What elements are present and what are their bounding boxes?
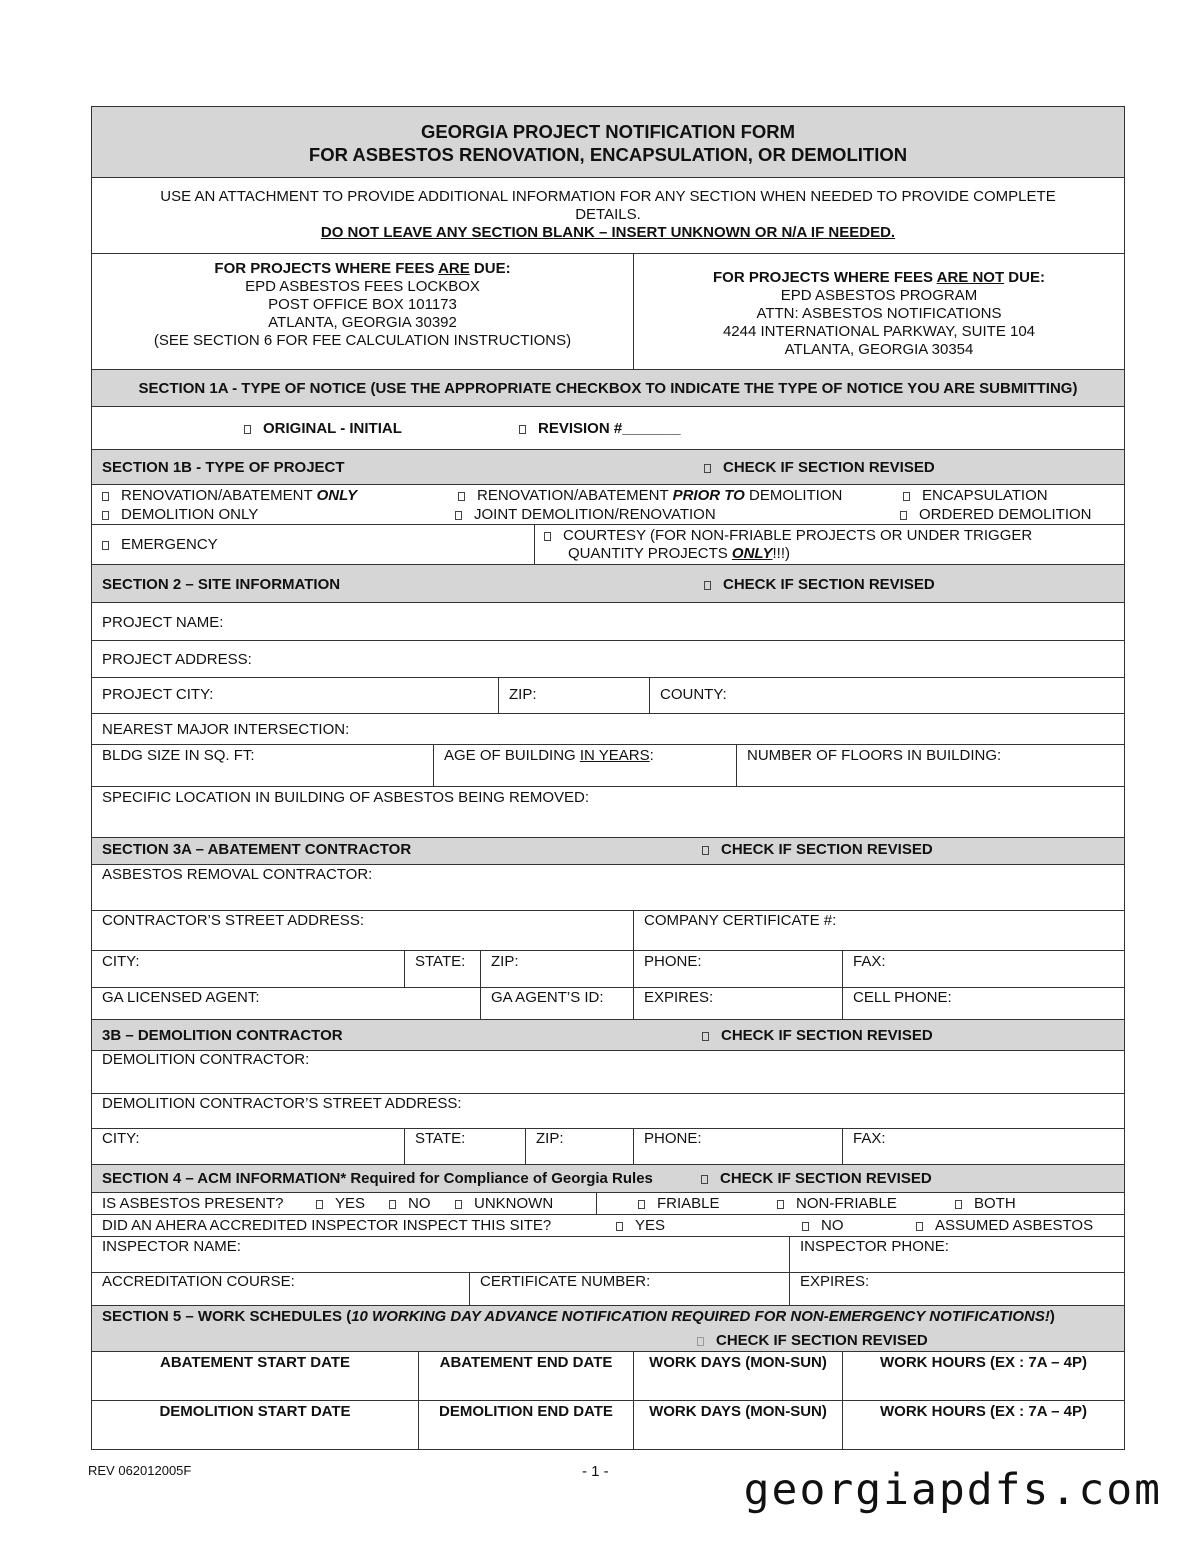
option-label-emph: PRIOR TO (672, 487, 745, 504)
section-1a-header: SECTION 1A - TYPE OF NOTICE (USE THE APPROPRIATE CHECKBOX TO INDICATE THE TYPE OF NOTICE YOU ARE SUBMITTING) (91, 369, 1125, 407)
fees-due-line: EPD ASBESTOS FEES LOCKBOX (245, 278, 480, 295)
field-label: STATE: (415, 1130, 466, 1147)
emergency-option[interactable] (102, 536, 218, 554)
section-2-title: SECTION 2 – SITE INFORMATION (102, 576, 341, 593)
present-no-option[interactable] (389, 1195, 431, 1213)
option-label: NO (408, 1195, 431, 1212)
option-label: !!!) (772, 545, 790, 562)
divider (596, 1193, 597, 1215)
checkbox[interactable] (519, 425, 526, 434)
option-label: YES (335, 1195, 366, 1212)
option-label-emph: ONLY (316, 487, 358, 504)
friable-option[interactable] (638, 1195, 720, 1213)
option-label: ORDERED DEMOLITION (919, 506, 1092, 523)
project-zip-field[interactable] (498, 677, 650, 714)
field-label: NUMBER OF FLOORS IN BUILDING: (747, 747, 1002, 764)
option-label: EMERGENCY (121, 536, 218, 553)
joint-option[interactable] (455, 506, 716, 524)
checkbox[interactable] (616, 1222, 623, 1231)
ordered-demo-option[interactable] (900, 506, 1092, 524)
section-2-header (91, 564, 1125, 603)
option-label: QUANTITY PROJECTS (568, 545, 732, 562)
field-label: CERTIFICATE NUMBER: (480, 1273, 651, 1290)
inspector-expires-field[interactable] (789, 1272, 1125, 1306)
field-label: COMPANY CERTIFICATE #: (644, 912, 837, 929)
checkbox[interactable] (544, 532, 551, 541)
section-1b-title: SECTION 1B - TYPE OF PROJECT (102, 459, 345, 476)
original-initial-label: ORIGINAL - INITIAL (263, 420, 402, 437)
option-label: YES (635, 1217, 666, 1234)
field-label: EXPIRES: (644, 989, 714, 1006)
ahera-no-option[interactable] (802, 1217, 844, 1235)
field-label: PHONE: (644, 1130, 702, 1147)
field-label: BLDG SIZE IN SQ. FT: (102, 747, 255, 764)
revised-check-4[interactable] (701, 1170, 932, 1188)
non-friable-option[interactable] (777, 1195, 897, 1213)
checkbox[interactable] (701, 1175, 708, 1184)
section-1b-header (91, 449, 1125, 485)
checkbox[interactable] (900, 511, 907, 520)
demolition-zip-field[interactable] (525, 1128, 634, 1165)
fees-not-due-line: ATTN: ASBESTOS NOTIFICATIONS (756, 305, 1002, 322)
bldg-age-field[interactable] (433, 744, 737, 787)
revised-check-3a[interactable] (702, 841, 933, 859)
checkbox[interactable] (697, 1337, 704, 1346)
revised-label: CHECK IF SECTION REVISED (720, 1170, 932, 1187)
field-label: CELL PHONE: (853, 989, 952, 1006)
section-3a-header (91, 837, 1125, 865)
section-5-title: SECTION 5 – WORK SCHEDULES (10 WORKING DAY ADVANCE NOTIFICATION REQUIRED FOR NON-EMERGENCY NOTIFICATIONS!) (102, 1308, 1055, 1325)
encapsulation-option[interactable] (903, 487, 1048, 505)
field-label: CITY: (102, 1130, 140, 1147)
project-county-field[interactable] (649, 677, 1125, 714)
option-label: BOTH (974, 1195, 1016, 1212)
field-label: FAX: (853, 1130, 886, 1147)
fees-due-address (91, 253, 634, 370)
checkbox[interactable] (244, 425, 251, 434)
checkbox[interactable] (702, 1032, 709, 1041)
checkbox[interactable] (955, 1200, 962, 1209)
field-label: NEAREST MAJOR INTERSECTION: (102, 721, 350, 738)
demolition-work-hours-field[interactable] (842, 1400, 1125, 1450)
field-label: ACCREDITATION COURSE: (102, 1273, 295, 1290)
demo-only-option[interactable] (102, 506, 258, 524)
field-label: PROJECT CITY: (102, 686, 214, 703)
field-label: DEMOLITION CONTRACTOR’S STREET ADDRESS: (102, 1095, 462, 1112)
option-label: NO (821, 1217, 844, 1234)
demolition-street-field[interactable] (91, 1093, 1125, 1129)
section-4-title: SECTION 4 – ACM INFORMATION* Required for Compliance of Georgia Rules (102, 1170, 653, 1187)
contractor-state-field[interactable] (404, 950, 481, 988)
field-label: FAX: (853, 953, 886, 970)
reno-only-option[interactable] (102, 487, 357, 505)
field-label: EXPIRES: (800, 1273, 870, 1290)
checkbox[interactable] (102, 541, 109, 550)
checkbox[interactable] (903, 492, 910, 501)
ga-agent-field[interactable] (91, 987, 481, 1020)
checkbox[interactable] (458, 492, 465, 501)
ahera-yes-option[interactable] (616, 1217, 665, 1235)
fees-due-line: (SEE SECTION 6 FOR FEE CALCULATION INSTRUCTIONS) (153, 332, 572, 349)
field-label: GA AGENT’S ID: (491, 989, 604, 1006)
section-3b-header (91, 1019, 1125, 1051)
option-label: UNKNOWN (474, 1195, 554, 1212)
bldg-size-field[interactable] (91, 744, 434, 787)
checkbox[interactable] (802, 1222, 809, 1231)
revised-check-2[interactable] (704, 576, 935, 594)
revised-label: CHECK IF SECTION REVISED (723, 459, 935, 476)
field-label: WORK HOURS (EX : 7A – 4P) (880, 1354, 1087, 1371)
contractor-phone-field[interactable] (633, 950, 843, 988)
demolition-phone-field[interactable] (633, 1128, 843, 1165)
present-unknown-option[interactable] (455, 1195, 553, 1213)
field-label: WORK DAYS (MON-SUN) (649, 1354, 827, 1371)
checkbox[interactable] (389, 1200, 396, 1209)
asbestos-present-row (91, 1192, 1125, 1215)
section-4-header (91, 1164, 1125, 1193)
checkbox[interactable] (102, 492, 109, 501)
fees-not-due-line: EPD ASBESTOS PROGRAM (780, 287, 978, 304)
revision-code: REV 062012005F (88, 1463, 192, 1478)
option-label-emph: ONLY (731, 545, 773, 562)
field-label: PROJECT ADDRESS: (102, 651, 252, 668)
checkbox[interactable] (316, 1200, 323, 1209)
field-label: ASBESTOS REMOVAL CONTRACTOR: (102, 866, 373, 883)
project-address-field[interactable] (91, 640, 1125, 678)
checkbox[interactable] (102, 511, 109, 520)
form-title-line2: FOR ASBESTOS RENOVATION, ENCAPSULATION, OR DEMOLITION (308, 144, 908, 165)
divider (534, 525, 535, 565)
section-5-header (91, 1305, 1125, 1352)
checkbox[interactable] (916, 1222, 923, 1231)
field-label: INSPECTOR NAME: (102, 1238, 241, 1255)
checkbox[interactable] (702, 846, 709, 855)
form-title (91, 106, 1125, 178)
fees-not-due-line: 4244 INTERNATIONAL PARKWAY, SUITE 104 (722, 323, 1036, 340)
field-label: ABATEMENT START DATE (160, 1354, 350, 1371)
fees-not-due-line: ATLANTA, GEORGIA 30354 (784, 341, 974, 358)
section-3a-title: SECTION 3A – ABATEMENT CONTRACTOR (102, 841, 412, 858)
floors-field[interactable] (736, 744, 1125, 787)
field-label: ABATEMENT END DATE (439, 1354, 613, 1371)
field-label: STATE: (415, 953, 466, 970)
revision-option[interactable] (519, 420, 681, 438)
option-label: COURTESY (FOR NON-FRIABLE PROJECTS OR UNDER TRIGGER (563, 527, 1033, 544)
revised-check-1b[interactable] (704, 459, 935, 477)
field-label: DEMOLITION START DATE (159, 1403, 351, 1420)
fees-not-due-address (633, 253, 1125, 370)
inspector-name-field[interactable] (91, 1236, 790, 1273)
checkbox[interactable] (704, 464, 711, 473)
watermark: georgiapdfs.com (743, 1465, 1162, 1515)
intersection-field[interactable] (91, 713, 1125, 745)
contractor-fax-field[interactable] (842, 950, 1125, 988)
fees-due-heading: FOR PROJECTS WHERE FEES ARE DUE: (214, 260, 511, 277)
revised-check-3b[interactable] (702, 1027, 933, 1045)
abatement-work-days-field[interactable] (633, 1351, 843, 1401)
option-label: RENOVATION/ABATEMENT (477, 487, 673, 504)
option-label: DEMOLITION (744, 487, 843, 504)
demolition-fax-field[interactable] (842, 1128, 1125, 1165)
instructions-line2: DO NOT LEAVE ANY SECTION BLANK – INSERT UNKNOWN OR N/A IF NEEDED. (320, 224, 896, 241)
page-number: - 1 - (582, 1463, 609, 1480)
fees-due-line: ATLANTA, GEORGIA 30392 (268, 314, 457, 331)
field-label: ZIP: (536, 1130, 564, 1147)
revised-label: CHECK IF SECTION REVISED (721, 841, 933, 858)
revised-label: CHECK IF SECTION REVISED (721, 1027, 933, 1044)
option-label: ENCAPSULATION (922, 487, 1048, 504)
abatement-start-field[interactable] (91, 1351, 419, 1401)
field-label-emph: IN YEARS (579, 747, 650, 764)
field-label: ZIP: (491, 953, 519, 970)
demolition-state-field[interactable] (404, 1128, 526, 1165)
demolition-end-field[interactable] (418, 1400, 634, 1450)
ga-agent-id-field[interactable] (480, 987, 634, 1020)
fees-due-line: POST OFFICE BOX 101173 (268, 296, 457, 313)
asbestos-present-question: IS ASBESTOS PRESENT? (102, 1195, 284, 1212)
section-1b-row1 (91, 484, 1125, 525)
option-label: FRIABLE (657, 1195, 720, 1212)
instructions-line1: USE AN ATTACHMENT TO PROVIDE ADDITIONAL INFORMATION FOR ANY SECTION WHEN NEEDED TO PROVIDE COMPLETE DETAILS. (160, 188, 1056, 223)
revised-label: CHECK IF SECTION REVISED (723, 576, 935, 593)
option-label: JOINT DEMOLITION/RENOVATION (474, 506, 716, 523)
field-label: INSPECTOR PHONE: (800, 1238, 949, 1255)
accreditation-course-field[interactable] (91, 1272, 470, 1306)
checkbox[interactable] (638, 1200, 645, 1209)
certificate-number-field[interactable] (469, 1272, 790, 1306)
asbestos-location-field[interactable] (91, 786, 1125, 838)
both-option[interactable] (955, 1195, 1016, 1213)
fees-not-due-heading: FOR PROJECTS WHERE FEES ARE NOT DUE: (713, 269, 1045, 286)
field-label: WORK HOURS (EX : 7A – 4P) (880, 1403, 1087, 1420)
contractor-city-field[interactable] (91, 950, 405, 988)
option-label: DEMOLITION ONLY (121, 506, 259, 523)
option-label: NON-FRIABLE (796, 1195, 897, 1212)
field-label: CITY: (102, 953, 140, 970)
revised-check-5[interactable] (697, 1332, 928, 1350)
form-title-line1: GEORGIA PROJECT NOTIFICATION FORM (420, 121, 796, 142)
assumed-asbestos-option[interactable] (916, 1217, 1093, 1235)
original-initial-option[interactable] (244, 420, 402, 438)
ahera-row (91, 1214, 1125, 1237)
field-label: CONTRACTOR’S STREET ADDRESS: (102, 912, 364, 929)
checkbox[interactable] (777, 1200, 784, 1209)
field-label: DEMOLITION END DATE (439, 1403, 613, 1420)
ahera-question: DID AN AHERA ACCREDITED INSPECTOR INSPECT THIS SITE? (102, 1217, 552, 1234)
abatement-end-field[interactable] (418, 1351, 634, 1401)
abatement-work-hours-field[interactable] (842, 1351, 1125, 1401)
project-name-field[interactable] (91, 602, 1125, 641)
cell-phone-field[interactable] (842, 987, 1125, 1020)
present-yes-option[interactable] (316, 1195, 365, 1213)
contractor-zip-field[interactable] (480, 950, 634, 988)
field-label: DEMOLITION CONTRACTOR: (102, 1051, 310, 1068)
section-1b-row2 (91, 524, 1125, 565)
demolition-city-field[interactable] (91, 1128, 405, 1165)
project-city-field[interactable] (91, 677, 499, 714)
demolition-work-days-field[interactable] (633, 1400, 843, 1450)
demolition-contractor-field[interactable] (91, 1050, 1125, 1094)
reno-prior-demo-option[interactable] (458, 487, 842, 505)
field-label: PROJECT NAME: (102, 614, 224, 631)
revision-label: REVISION #_______ (538, 420, 681, 437)
instructions (91, 177, 1125, 254)
inspector-phone-field[interactable] (789, 1236, 1125, 1273)
agent-expires-field[interactable] (633, 987, 843, 1020)
asbestos-contractor-field[interactable] (91, 864, 1125, 911)
field-label: AGE OF BUILDING (444, 747, 580, 764)
checkbox[interactable] (455, 1200, 462, 1209)
contractor-street-field[interactable] (91, 910, 634, 951)
field-label: PHONE: (644, 953, 702, 970)
field-label: GA LICENSED AGENT: (102, 989, 260, 1006)
section-3b-title: 3B – DEMOLITION CONTRACTOR (102, 1027, 343, 1044)
company-certificate-field[interactable] (633, 910, 1125, 951)
field-label: : (649, 747, 654, 764)
revised-label: CHECK IF SECTION REVISED (716, 1332, 928, 1349)
section-1a-body (91, 406, 1125, 450)
field-label: SPECIFIC LOCATION IN BUILDING OF ASBESTOS BEING REMOVED: (102, 789, 590, 806)
option-label: RENOVATION/ABATEMENT (121, 487, 317, 504)
field-label: WORK DAYS (MON-SUN) (649, 1403, 827, 1420)
field-label: COUNTY: (660, 686, 727, 703)
checkbox[interactable] (704, 581, 711, 590)
courtesy-option[interactable] (544, 527, 1032, 563)
checkbox[interactable] (455, 511, 462, 520)
demolition-start-field[interactable] (91, 1400, 419, 1450)
option-label: ASSUMED ASBESTOS (935, 1217, 1094, 1234)
field-label: ZIP: (509, 686, 537, 703)
